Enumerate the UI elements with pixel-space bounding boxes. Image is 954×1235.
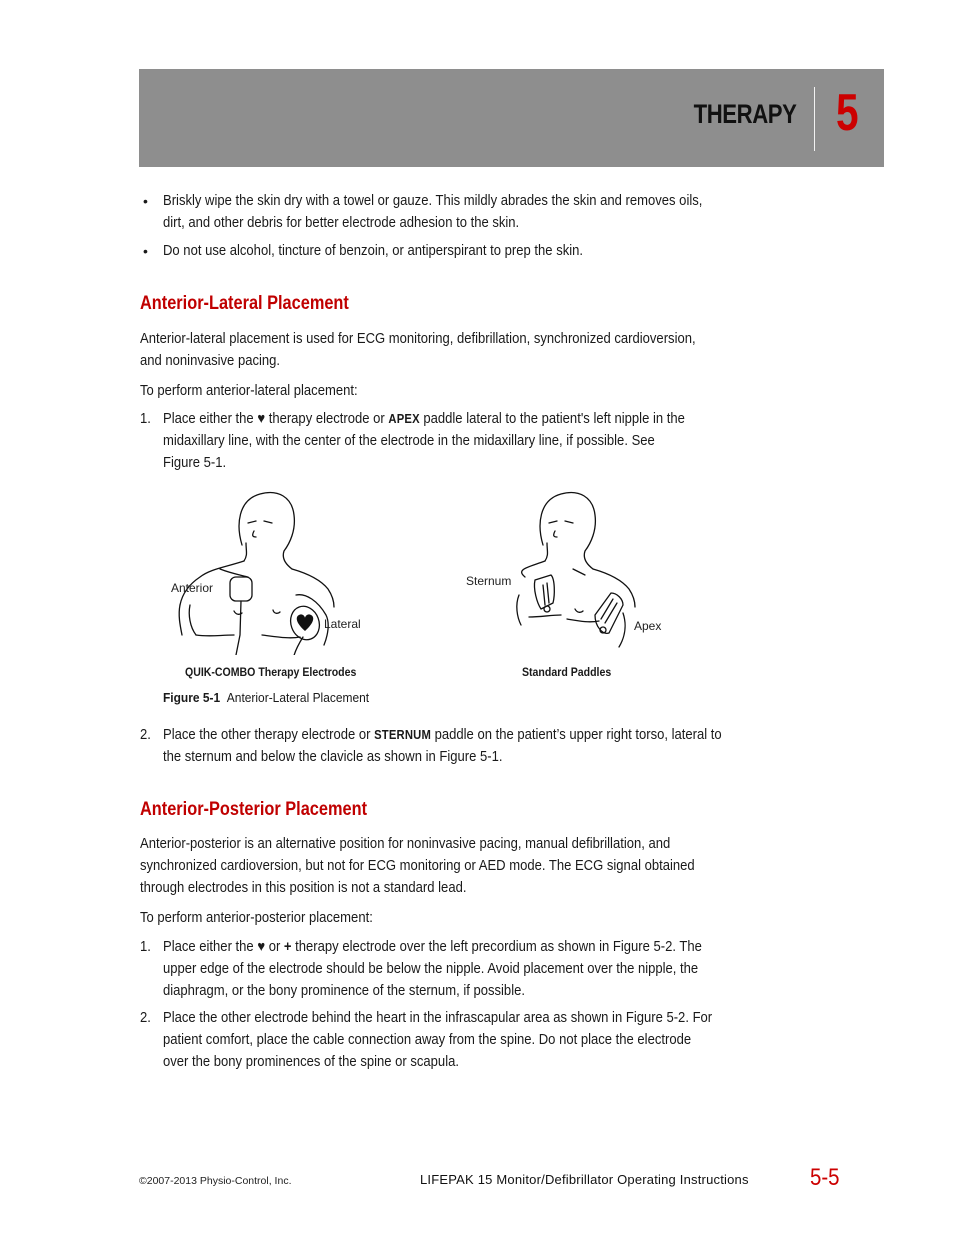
section-heading-anterior-posterior: Anterior-Posterior Placement: [140, 799, 368, 820]
figure-caption: [163, 690, 369, 705]
bullet-icon: •: [143, 193, 148, 209]
figure-number: Figure 5-1: [163, 690, 221, 705]
torso-left: [517, 595, 521, 625]
shoulder-right: [593, 569, 635, 607]
chest-line-right: [567, 619, 599, 622]
chest-line: [196, 635, 234, 636]
section-intro: [140, 833, 830, 899]
step-number: 2.: [140, 1010, 151, 1026]
sternum-paddle-handle: [543, 583, 549, 605]
step-number: 2.: [140, 727, 151, 743]
section-intro: [140, 328, 830, 372]
label-anterior: Anterior: [171, 581, 214, 595]
step-text-line: [163, 724, 722, 746]
lead-in-text: [140, 380, 830, 402]
nipple: [575, 609, 583, 612]
neck-left: [545, 543, 548, 561]
shoulder-right: [292, 569, 334, 607]
page-number: 5-5: [810, 1164, 840, 1191]
paragraph-line: Anterior-lateral placement is used for ECG monitoring, defibrillation, synchronized cardioversion,: [140, 331, 696, 347]
paragraph-line: synchronized cardioversion, but not for ECG monitoring or AED mode. The ECG signal obtained: [140, 858, 695, 874]
section-heading-anterior-lateral: Anterior-Lateral Placement: [140, 293, 349, 314]
step-text-line: patient comfort, place the cable connection away from the spine. Do not place the electrode: [163, 1032, 692, 1048]
nipple-right: [273, 610, 280, 613]
label-apex: Apex: [634, 619, 662, 633]
header-divider: [814, 87, 815, 151]
shoulder-left: [522, 561, 545, 577]
heart-icon: ♥: [257, 939, 266, 955]
apex-paddle: [595, 593, 623, 633]
paragraph-line: To perform anterior-posterior placement:: [140, 910, 373, 926]
step-text-line: the sternum and below the clavicle as shown in Figure 5-1.: [163, 749, 503, 765]
head-outline: [540, 493, 595, 569]
anterior-electrode: [230, 577, 252, 601]
label-lateral: Lateral: [324, 617, 361, 631]
footer-copyright: ©2007-2013 Physio-Control, Inc.: [139, 1175, 292, 1187]
paragraph-line: and noninvasive pacing.: [140, 353, 281, 369]
step-text-line: diaphragm, or the bony prominence of the sternum, if possible.: [163, 983, 525, 999]
text-run: paddle lateral to the patient's left nipple in the: [419, 411, 685, 427]
step-text-line: over the bony prominences of the spine or scapula.: [163, 1054, 459, 1070]
step-text-line: Place the other electrode behind the heart in the infrascapular area as shown in Figure 5-2. For: [163, 1010, 713, 1026]
bullet-text-line: Briskly wipe the skin dry with a towel or gauze. This mildly abrades the skin and removes oils,: [163, 193, 703, 209]
sternum-paddle-knob: [544, 606, 550, 612]
step-text-line: upper edge of the electrode should be below the nipple. Avoid placement over the nipple, the: [163, 961, 699, 977]
lead-in-text: [140, 907, 830, 929]
text-run: or: [265, 939, 284, 955]
text-run: therapy electrode or: [265, 411, 389, 427]
collar-line: [573, 569, 585, 575]
text-run: paddle on the patient’s upper right torso, lateral to: [431, 727, 722, 743]
head-outline: [239, 493, 294, 569]
lateral-heart-marker: [297, 614, 313, 631]
step-text-line: Figure 5-1.: [163, 455, 227, 471]
chapter-title: THERAPY: [694, 99, 797, 129]
heart-icon: ♥: [257, 411, 266, 427]
text-run: Place the other therapy electrode or: [163, 727, 375, 743]
torso-left: [179, 605, 182, 635]
paragraph-line: Anterior-posterior is an alternative position for noninvasive pacing, manual defibrillation, and: [140, 836, 671, 852]
chapter-number: 5: [836, 84, 859, 142]
anterior-cable: [235, 601, 241, 655]
paragraph-line: To perform anterior-lateral placement:: [140, 383, 358, 399]
subcaption-quik-combo: QUIK-COMBO Therapy Electrodes: [185, 665, 357, 679]
bullet-text-line: dirt, and other debris for better electrode adhesion to the skin.: [163, 215, 520, 231]
step-text-line: midaxillary line, with the center of the electrode in the midaxillary line, if possible. See: [163, 433, 655, 449]
collar-line: [220, 569, 248, 577]
bullet-text-line: Do not use alcohol, tincture of benzoin, or antiperspirant to prep the skin.: [163, 243, 584, 259]
chest-line-right: [262, 635, 300, 638]
step-text-line: [163, 936, 702, 958]
plus-icon: +: [283, 939, 292, 955]
step-number: 1.: [140, 411, 151, 427]
sternum-keyword: STERNUM: [374, 728, 432, 742]
label-sternum: Sternum: [466, 574, 512, 588]
text-run: Place either the: [163, 939, 258, 955]
text-run: Place either the: [163, 411, 258, 427]
text-run: therapy electrode over the left precordium as shown in Figure 5-2. The: [291, 939, 702, 955]
chest-line: [529, 615, 561, 617]
neck-left: [244, 543, 247, 561]
right-arm: [619, 613, 625, 647]
footer-manual-title: LIFEPAK 15 Monitor/Defibrillator Operating Instructions: [420, 1172, 749, 1187]
figure-title: Anterior-Lateral Placement: [226, 690, 370, 705]
paragraph-line: through electrodes in this position is not a standard lead.: [140, 880, 467, 896]
step-number: 1.: [140, 939, 151, 955]
face-features: [549, 521, 573, 537]
face-features: [248, 521, 272, 537]
arm-line-left: [189, 605, 196, 635]
apex-keyword: APEX: [388, 412, 420, 426]
step-text-line: [163, 408, 685, 430]
chapter-header: [139, 69, 884, 167]
bullet-icon: •: [143, 243, 148, 259]
lateral-cable: [293, 637, 303, 655]
subcaption-standard-paddles: Standard Paddles: [522, 665, 612, 679]
